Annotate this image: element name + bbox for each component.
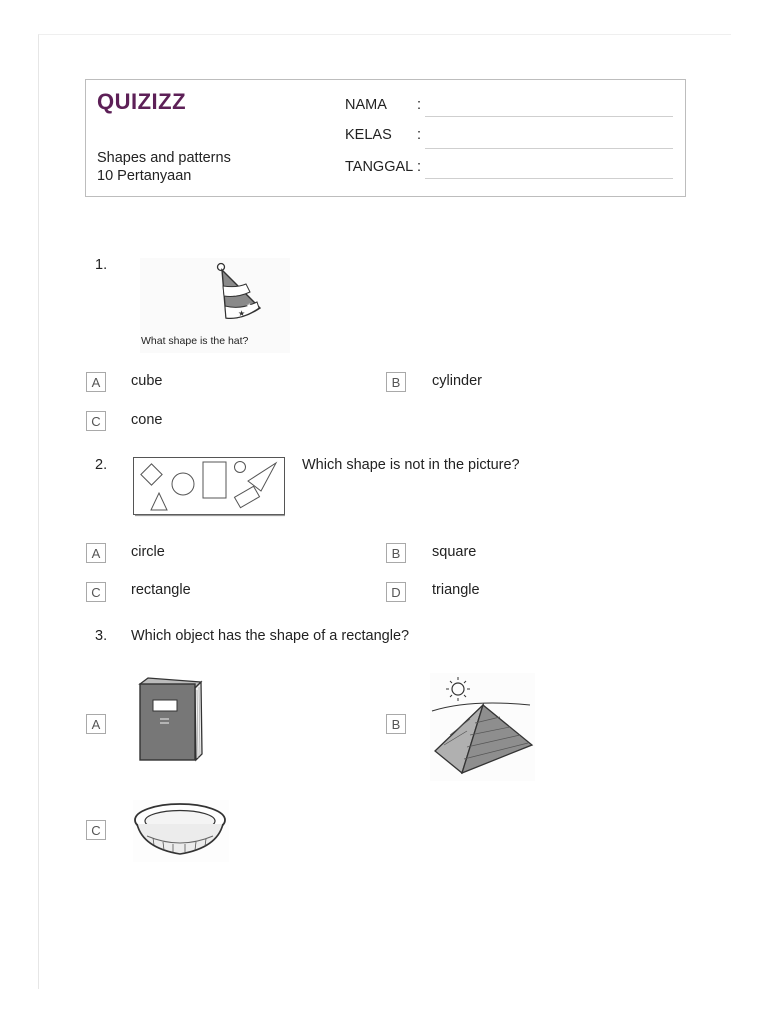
question-2-number: 2. — [95, 457, 108, 473]
q2-option-d-box[interactable]: D — [386, 582, 406, 602]
book-image[interactable] — [135, 676, 207, 766]
question-3-number: 3. — [95, 628, 108, 644]
q2-option-a-box[interactable]: A — [86, 543, 106, 563]
hat-caption: What shape is the hat? — [141, 335, 249, 347]
name-line[interactable] — [425, 116, 673, 117]
class-colon: : — [417, 127, 422, 143]
class-line[interactable] — [425, 148, 673, 149]
q1-option-a-box[interactable]: A — [86, 372, 106, 392]
q1-option-a-text[interactable]: cube — [131, 373, 163, 389]
q2-option-a-text[interactable]: circle — [131, 544, 165, 560]
q1-option-c-box[interactable]: C — [86, 411, 106, 431]
date-label: TANGGAL — [345, 159, 414, 175]
pyramid-image[interactable] — [430, 673, 535, 781]
worksheet-header — [85, 79, 686, 197]
question-2-text: Which shape is not in the picture? — [302, 457, 520, 473]
q2-option-b-text[interactable]: square — [432, 544, 477, 560]
q2-option-b-box[interactable]: B — [386, 543, 406, 563]
q2-option-c-box[interactable]: C — [86, 582, 106, 602]
party-hat-image — [140, 258, 290, 353]
q2-option-c-text[interactable]: rectangle — [131, 582, 191, 598]
question-count: 10 Pertanyaan — [97, 168, 192, 184]
q1-option-b-box[interactable]: B — [386, 372, 406, 392]
q2-option-d-text[interactable]: triangle — [432, 582, 480, 598]
svg-text:★: ★ — [230, 288, 239, 298]
question-1-number: 1. — [95, 257, 108, 273]
name-colon: : — [417, 97, 422, 113]
pie-dish-image[interactable] — [133, 800, 229, 862]
q3-option-c-box[interactable]: C — [86, 820, 106, 840]
svg-text:★: ★ — [246, 303, 253, 310]
question-3-text: Which object has the shape of a rectangle? — [131, 628, 410, 644]
date-colon: : — [417, 159, 422, 175]
shapes-picture — [133, 457, 286, 517]
q3-option-a-box[interactable]: A — [86, 714, 106, 734]
q3-option-b-box[interactable]: B — [386, 714, 406, 734]
q1-option-b-text[interactable]: cylinder — [432, 373, 482, 389]
class-label: KELAS — [345, 127, 392, 143]
svg-text:★: ★ — [238, 309, 246, 318]
q1-option-c-text[interactable]: cone — [131, 412, 163, 428]
name-label: NAMA — [345, 97, 387, 113]
svg-text:QUIZIZZ: QUIZIZZ — [97, 89, 187, 114]
worksheet-title: Shapes and patterns — [97, 150, 231, 166]
date-line[interactable] — [425, 178, 673, 179]
quizizz-logo — [97, 88, 187, 114]
